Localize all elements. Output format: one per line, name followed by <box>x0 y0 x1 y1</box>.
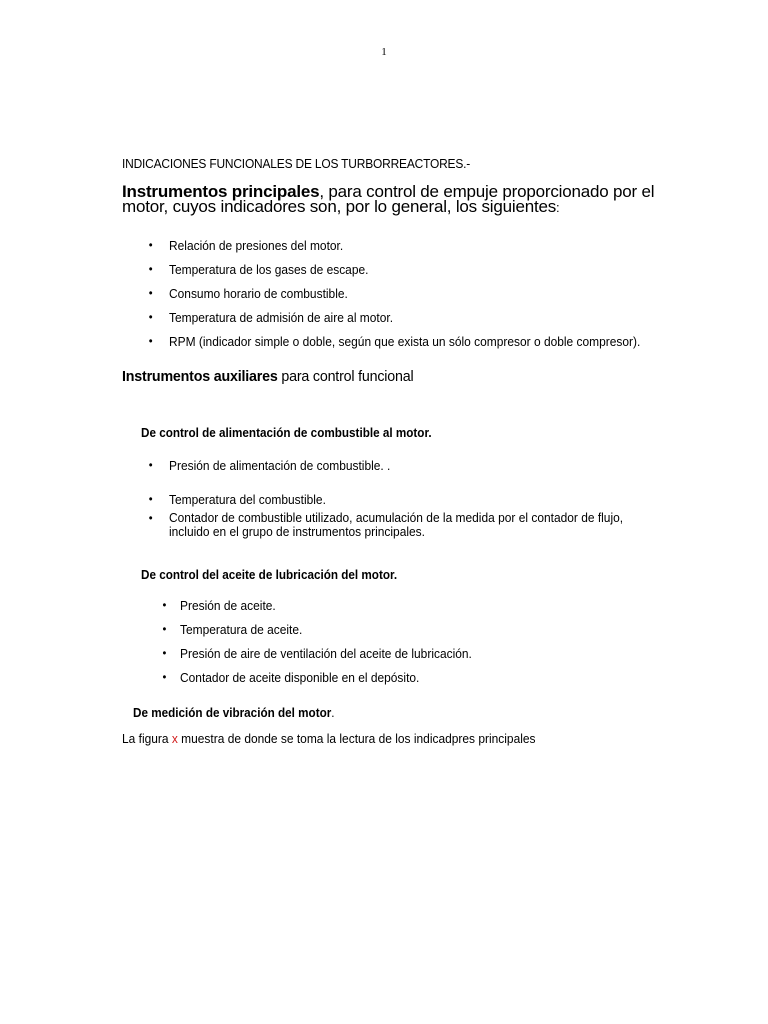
main-instruments-list <box>148 238 681 358</box>
list-item: • Presión de aceite. <box>162 598 276 613</box>
figure-marker: x <box>171 731 178 746</box>
oil-list <box>162 598 497 694</box>
list-item: • Contador de combustible utilizado, acumulación de la medida por el contador de flujo, incluido en el grupo de instrumentos principales. <box>148 510 624 539</box>
list-item: • Presión de aire de ventilación del aceite de lubricación. <box>162 646 472 661</box>
intro-text-2: motor, cuyos indicadores son, por lo general, los siguientes <box>122 197 557 216</box>
bullet-icon: • <box>148 238 153 252</box>
bullet-icon: • <box>148 286 153 300</box>
list-item: • Temperatura del combustible. <box>148 492 326 507</box>
bullet-icon: • <box>162 646 167 660</box>
list-item: • Consumo horario de combustible. <box>148 286 348 301</box>
intro-text-1: , para control de empuje proporcionado por el <box>319 182 655 201</box>
list-item: • RPM (indicador simple o doble, según que exista un sólo compresor o doble compresor). <box>148 334 641 349</box>
intro-paragraph <box>122 184 682 215</box>
aux-bold: Instrumentos auxiliares <box>122 368 278 385</box>
caption-part-1: La figura <box>122 731 172 746</box>
bullet-icon: • <box>162 598 167 612</box>
list-item: • Temperatura de admisión de aire al motor. <box>148 310 394 325</box>
fuel-list <box>148 458 663 543</box>
bullet-icon: • <box>148 492 153 506</box>
auxiliary-heading <box>122 368 413 385</box>
bullet-icon: • <box>148 334 153 348</box>
fuel-heading: De control de alimentación de combustible al motor. <box>141 425 432 440</box>
caption-part-2: muestra de donde se toma la lectura de los indicadpres principales <box>177 731 536 746</box>
intro-colon: : <box>556 200 560 215</box>
list-item: • Temperatura de aceite. <box>162 622 303 637</box>
bullet-icon: • <box>148 458 153 472</box>
bullet-icon: • <box>162 622 167 636</box>
list-item: • Relación de presiones del motor. <box>148 238 344 253</box>
document-title: INDICACIONES FUNCIONALES DE LOS TURBORREACTORES.- <box>122 156 471 171</box>
figure-caption-line <box>122 731 536 746</box>
bullet-icon: • <box>148 262 153 276</box>
list-item: • Temperatura de los gases de escape. <box>148 262 369 277</box>
intro-bold: Instrumentos principales <box>122 182 320 201</box>
list-item: • Contador de aceite disponible en el depósito. <box>162 670 420 685</box>
oil-heading: De control del aceite de lubricación del motor. <box>141 567 398 582</box>
bullet-icon: • <box>148 511 153 525</box>
page-number: 1 <box>381 46 387 58</box>
bullet-icon: • <box>148 310 153 324</box>
bullet-icon: • <box>162 670 167 684</box>
aux-text: para control funcional <box>277 368 414 385</box>
list-item: • Presión de alimentación de combustible. . <box>148 458 391 473</box>
vibration-heading: De medición de vibración del motor. <box>133 705 335 720</box>
